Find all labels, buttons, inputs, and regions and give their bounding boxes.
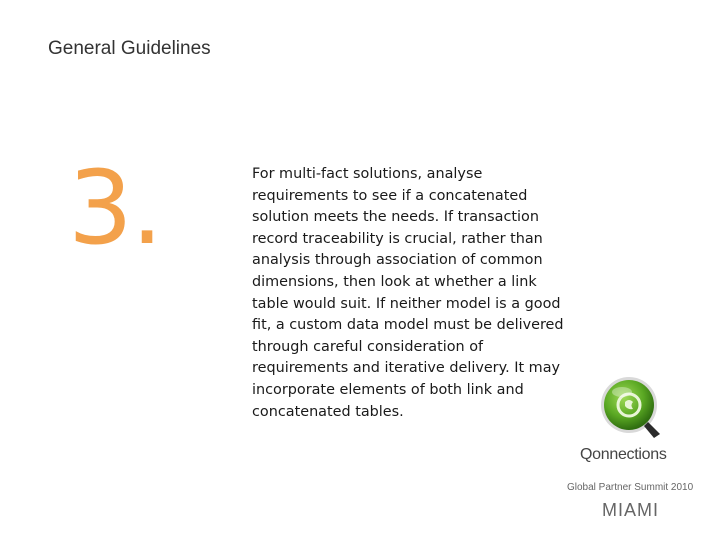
qonnections-logo: [560, 372, 700, 532]
logo-brand-name: Qonnections: [580, 446, 667, 463]
qonnections-globe-icon: [598, 374, 664, 440]
guideline-body-text: For multi-fact solutions, analyse requirements to see if a concatenated solution meets the needs. If transaction record traceability is crucial, rather than analysis through association of common dimensions, then look at whether a link table would suit. If neither model is a good fit, a custom data model must be delivered through careful consideration of requirements and iterative delivery. It may incorporate elements of both link and concatenated tables.: [252, 166, 564, 420]
guideline-number: 3.: [68, 149, 162, 268]
slide-title: General Guidelines: [48, 38, 211, 59]
logo-event-name: Global Partner Summit 2010: [567, 482, 694, 493]
logo-city: MIAMI: [602, 500, 659, 520]
